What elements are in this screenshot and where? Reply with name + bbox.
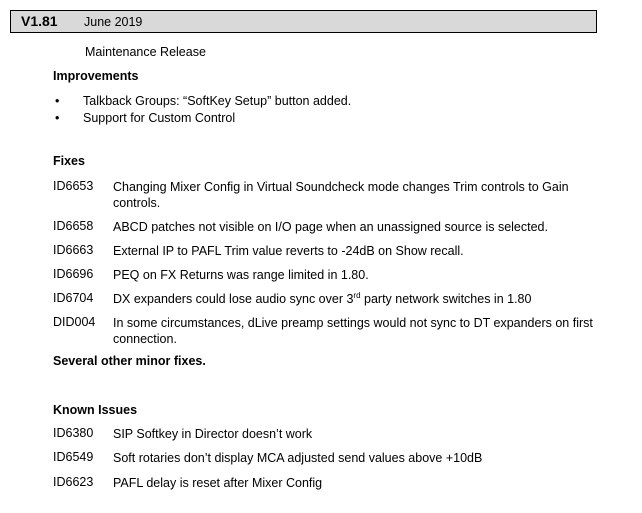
fixes-footer-note: Several other minor fixes. (53, 354, 206, 368)
fix-description: External IP to PAFL Trim value reverts to -24dB on Show recall. (113, 244, 464, 258)
ordinal-suffix: rd (353, 291, 361, 300)
version-number: V1.81 (21, 13, 58, 29)
fix-description: PEQ on FX Returns was range limited in 1.80. (113, 268, 369, 282)
release-date: June 2019 (84, 15, 143, 29)
issue-description: SIP Softkey in Director doesn’t work (113, 427, 313, 441)
fixes-heading: Fixes (53, 154, 85, 168)
fix-id: ID6653 (53, 179, 94, 193)
issue-description: Soft rotaries don’t display MCA adjusted send values above +10dB (113, 451, 483, 465)
fix-description: ABCD patches not visible on I/O page when an unassigned source is selected. (113, 220, 548, 234)
improvements-heading: Improvements (53, 69, 139, 83)
fix-id: ID6663 (53, 243, 94, 257)
release-type: Maintenance Release (85, 45, 206, 59)
fix-description (113, 291, 598, 307)
fix-id: ID6658 (53, 219, 94, 233)
fix-id: ID6696 (53, 267, 94, 281)
improvement-item: Talkback Groups: “SoftKey Setup” button added. (83, 94, 352, 108)
fix-id: ID6704 (53, 291, 94, 305)
fix-id: DID004 (53, 315, 96, 329)
fix-description: In some circumstances, dLive preamp settings would not sync to DT expanders on first connection. (113, 316, 593, 346)
known-issues-heading: Known Issues (53, 403, 138, 417)
bullet-icon: • (55, 94, 60, 108)
issue-id: ID6623 (53, 475, 94, 489)
fix-text-part: DX expanders could lose audio sync over 3 (113, 292, 354, 306)
improvement-item: Support for Custom Control (83, 111, 236, 125)
issue-id: ID6549 (53, 450, 94, 464)
issue-description: PAFL delay is reset after Mixer Config (113, 476, 323, 490)
bullet-icon: • (55, 111, 60, 125)
version-header-bar (10, 10, 597, 33)
fix-description: Changing Mixer Config in Virtual Soundcheck mode changes Trim controls to Gain controls. (113, 180, 569, 210)
issue-id: ID6380 (53, 426, 94, 440)
fix-text-part: party network switches in 1.80 (360, 292, 532, 306)
